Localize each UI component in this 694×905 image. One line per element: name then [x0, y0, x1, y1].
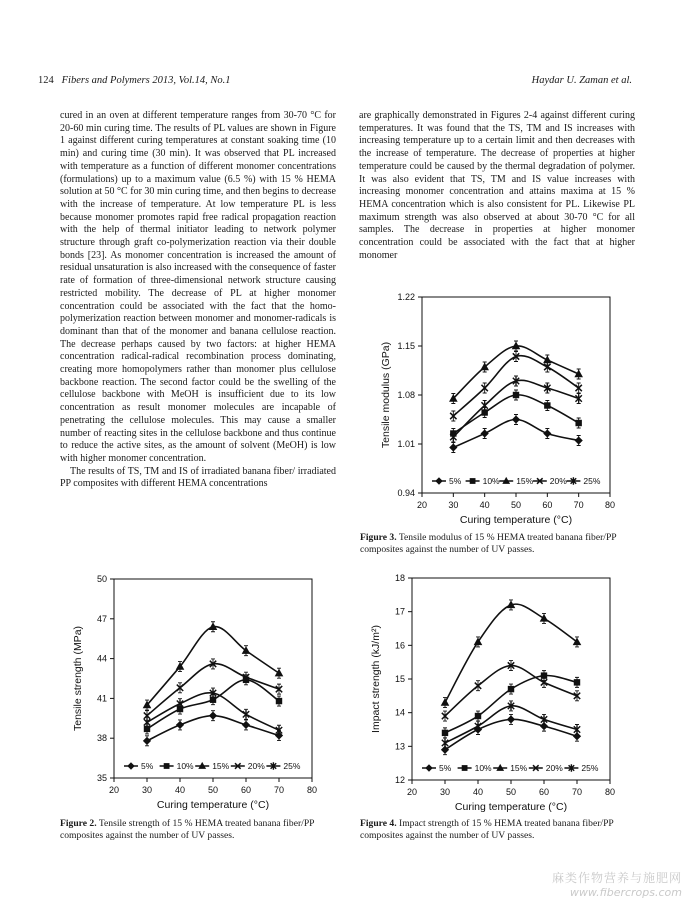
data-point-diamond — [436, 478, 442, 484]
y-tick-label: 14 — [394, 707, 405, 718]
x-tick-label: 40 — [472, 787, 484, 797]
x-tick-label: 50 — [510, 500, 522, 510]
y-tick-label: 44 — [96, 653, 107, 664]
legend-label: 10% — [176, 761, 194, 771]
x-tick-label: 60 — [542, 500, 553, 510]
x-tick-label: 40 — [174, 785, 186, 795]
legend-label: 5% — [449, 476, 462, 486]
y-tick-label: 38 — [96, 733, 107, 744]
y-tick-label: 0.94 — [397, 488, 415, 498]
x-tick-label: 60 — [538, 787, 550, 797]
data-point-triangle — [508, 602, 514, 608]
data-point-square — [462, 766, 466, 770]
paragraph: cured in an oven at different temperature ranges from 30-70 °C for 20-60 min curing time. The results of PL values are shown in Figure 1 against different curing temperatures at constant soaking time (10 min) and curing time (30 min). It was observed that PL increased with temperature as a function of different monomer concentrations (formulations) up to a maximum value (6.5 %) with 15 % HEMA solution at 50 °C for 30 min curing time, and then begins to decrease with the increase of temperature. At low temperature PL is less because monomer promotes rapid free radical propagation reaction with the help of thermal initiator leading to network polymer structure through graft co-polymerization reaction via their double bonds [23]. As monomer concentration is increased the amount of residual unsaturation is also increased with the consequence of faster rate of formation of three-dimensional network structure causing restricted mobility. The decrease of PL at higher monomer concentration could be associated with the fact that the homo-polymerization reaction between monomer and monomer-radicals is dominant than that of the monomer and banana cellulose reaction. The decrease perhaps caused by two factors: at higher HEMA concentration radical-radical recombination process dominating, creating more homopolymers rather than monomer plus cellulose backbone reaction. The second factor could be the swelling of the cellulose backbone with MeOH is insufficient due to its low concentration as result monomer molecules are incapable of penetrating the cellulose molecules. This may cause a smaller number of reacting sites in the cellulose backbone and thus continue to reduce the active sites, as the amount of solvent (MeOH) is low with higher monomer concentration. — [60, 110, 336, 464]
paragraph: The results of TS, TM and IS of irradiated banana fiber/ irradiated PP composites with different HEMA concentrations — [60, 465, 336, 490]
legend-item — [124, 761, 154, 771]
data-point-square — [545, 403, 550, 408]
y-axis-label: Impact strength (kJ/m²) — [370, 625, 382, 733]
data-point-square — [470, 479, 474, 483]
x-tick-label: 20 — [416, 500, 428, 510]
caption-text: Tensile modulus of 15 % HEMA treated banana fiber/PP composites against the number of UV passes. — [360, 532, 617, 555]
y-axis-label: Tensile modulus (GPa) — [380, 341, 392, 449]
y-tick-label: 16 — [394, 640, 405, 651]
legend-label: 20% — [247, 761, 265, 771]
series-5pct — [144, 711, 282, 746]
x-tick-label: 30 — [448, 500, 459, 510]
x-tick-label: 50 — [207, 785, 219, 795]
legend-item — [493, 763, 527, 773]
data-point-diamond — [177, 722, 183, 728]
x-tick-label: 80 — [604, 787, 616, 797]
data-point-diamond — [544, 430, 550, 436]
data-point-star — [481, 401, 487, 409]
y-tick-label: 1.01 — [397, 439, 415, 449]
site-watermark — [552, 869, 682, 899]
legend-label: 25% — [583, 476, 601, 486]
data-point-diamond — [210, 712, 216, 718]
legend-item — [432, 476, 462, 486]
x-tick-label: 50 — [505, 787, 517, 797]
running-header-left — [38, 75, 231, 86]
data-point-star — [276, 726, 282, 734]
data-point-square — [513, 392, 518, 397]
legend-label: 10% — [474, 763, 492, 773]
running-header-authors: Haydar U. Zaman et al. — [531, 75, 632, 86]
legend-label: 15% — [212, 761, 230, 771]
legend-item — [466, 476, 500, 486]
y-tick-label: 1.22 — [397, 292, 415, 302]
legend-item — [231, 761, 265, 771]
x-axis-label: Curing temperature (°C) — [156, 799, 270, 811]
legend-item — [564, 763, 598, 773]
data-point-diamond — [128, 763, 134, 769]
data-point-star — [442, 739, 448, 747]
impact-strength-chart — [360, 568, 630, 814]
data-point-square — [574, 680, 579, 685]
x-axis-label: Curing temperature (°C) — [454, 801, 568, 813]
legend-label: 20% — [545, 763, 563, 773]
legend-item — [566, 476, 600, 486]
x-tick-label: 30 — [141, 785, 153, 795]
data-point-diamond — [513, 416, 519, 422]
tensile-strength-chart — [58, 568, 330, 814]
data-point-triangle — [199, 763, 205, 768]
x-tick-label: 70 — [273, 785, 285, 795]
data-point-square — [164, 764, 168, 768]
data-point-square — [576, 420, 581, 425]
legend-item — [533, 476, 567, 486]
watermark-title: 麻类作物营养与施肥网 — [551, 871, 682, 885]
legend-label: 25% — [581, 763, 599, 773]
data-point-square — [442, 730, 447, 735]
plot-area-frame — [114, 579, 312, 778]
data-point-triangle — [503, 478, 509, 483]
data-point-triangle — [575, 371, 581, 377]
x-tick-label: 60 — [240, 785, 252, 795]
caption-text: Impact strength of 15 % HEMA treated banana fiber/PP composites against the number of UV passes. — [360, 818, 614, 841]
y-tick-label: 50 — [96, 574, 107, 584]
journal-citation: Fibers and Polymers 2013, Vol.14, No.1 — [61, 75, 231, 86]
caption-text: Tensile strength of 15 % HEMA treated banana fiber/PP composites against the number of UV passes. — [60, 818, 315, 841]
legend-item — [266, 761, 300, 771]
series-line — [453, 380, 578, 437]
data-point-diamond — [144, 738, 150, 744]
figure-3-caption — [360, 532, 636, 556]
figure-label: Figure 3. — [360, 532, 397, 543]
data-point-star — [144, 718, 150, 726]
series-25pct — [450, 376, 582, 442]
paragraph: are graphically demonstrated in Figures 2-4 against different curing temperatures. It was found that the TS, TM and IS increases with increasing temperature up to a certain limit and then decreases with the increase of temperature. The decrease of properties at higher temperature could be caused by the thermal degradation of polymer. It was also evident that TS, TM and IS value increases with increasing monomer concentration and attains maxima at 15 % HEMA concentration which is also consistent for PL. Likewise PL maximum strength was also observed at about 30-70 °C for all samples. The decrease in properties at higher monomer concentration could be associated with the fact that at higher monomer — [359, 110, 635, 261]
legend-label: 5% — [439, 763, 452, 773]
data-point-square — [276, 698, 281, 703]
y-tick-label: 47 — [96, 613, 107, 624]
right-text-column — [359, 110, 635, 262]
legend-label: 5% — [141, 761, 154, 771]
data-point-diamond — [481, 430, 487, 436]
figure-2-caption — [60, 818, 336, 842]
y-tick-label: 18 — [394, 573, 405, 583]
data-point-diamond — [508, 716, 514, 722]
x-tick-label: 20 — [108, 785, 120, 795]
legend-item — [422, 763, 452, 773]
x-tick-label: 80 — [604, 500, 616, 510]
y-tick-label: 41 — [96, 693, 107, 704]
data-point-triangle — [541, 615, 547, 621]
legend-item — [499, 476, 533, 486]
y-tick-label: 1.15 — [397, 341, 415, 351]
data-point-star — [243, 710, 249, 718]
y-tick-label: 15 — [394, 674, 405, 684]
legend-label: 20% — [549, 476, 567, 486]
legend-item — [160, 761, 194, 771]
x-tick-label: 80 — [306, 785, 318, 795]
legend-item — [458, 763, 492, 773]
data-point-star — [450, 433, 456, 441]
y-tick-label: 17 — [394, 606, 405, 617]
y-tick-label: 12 — [394, 775, 405, 785]
left-text-column — [60, 110, 336, 491]
data-point-triangle — [210, 624, 216, 630]
x-axis-label: Curing temperature (°C) — [459, 514, 573, 525]
figure-4-caption — [360, 818, 636, 842]
legend-label: 15% — [510, 763, 528, 773]
data-point-diamond — [426, 765, 432, 771]
y-tick-label: 1.08 — [397, 390, 415, 400]
y-tick-label: 13 — [394, 741, 405, 752]
x-tick-label: 20 — [406, 787, 418, 797]
x-tick-label: 70 — [573, 500, 584, 510]
data-point-triangle — [513, 343, 519, 349]
x-tick-label: 70 — [571, 787, 583, 797]
x-tick-label: 30 — [439, 787, 451, 797]
legend-item — [529, 763, 563, 773]
data-point-diamond — [450, 444, 456, 450]
legend-label: 25% — [283, 761, 301, 771]
legend-label: 15% — [516, 476, 534, 486]
data-point-star — [177, 700, 183, 708]
x-tick-label: 40 — [479, 500, 490, 510]
tensile-modulus-chart — [360, 285, 630, 525]
data-point-square — [475, 713, 480, 718]
y-tick-label: 35 — [96, 773, 107, 783]
data-point-triangle — [442, 699, 448, 705]
figure-label: Figure 2. — [60, 818, 97, 829]
y-axis-label: Tensile strength (MPa) — [72, 625, 84, 732]
legend-item — [195, 761, 229, 771]
watermark-url: www.fibercrops.com — [569, 886, 682, 899]
data-point-square — [508, 687, 513, 692]
data-point-diamond — [243, 722, 249, 728]
data-point-diamond — [575, 437, 581, 443]
page-number: 124 — [38, 75, 54, 86]
figure-label: Figure 4. — [360, 818, 397, 829]
data-point-triangle — [497, 765, 503, 770]
data-point-star — [475, 722, 481, 730]
legend-label: 10% — [482, 476, 500, 486]
